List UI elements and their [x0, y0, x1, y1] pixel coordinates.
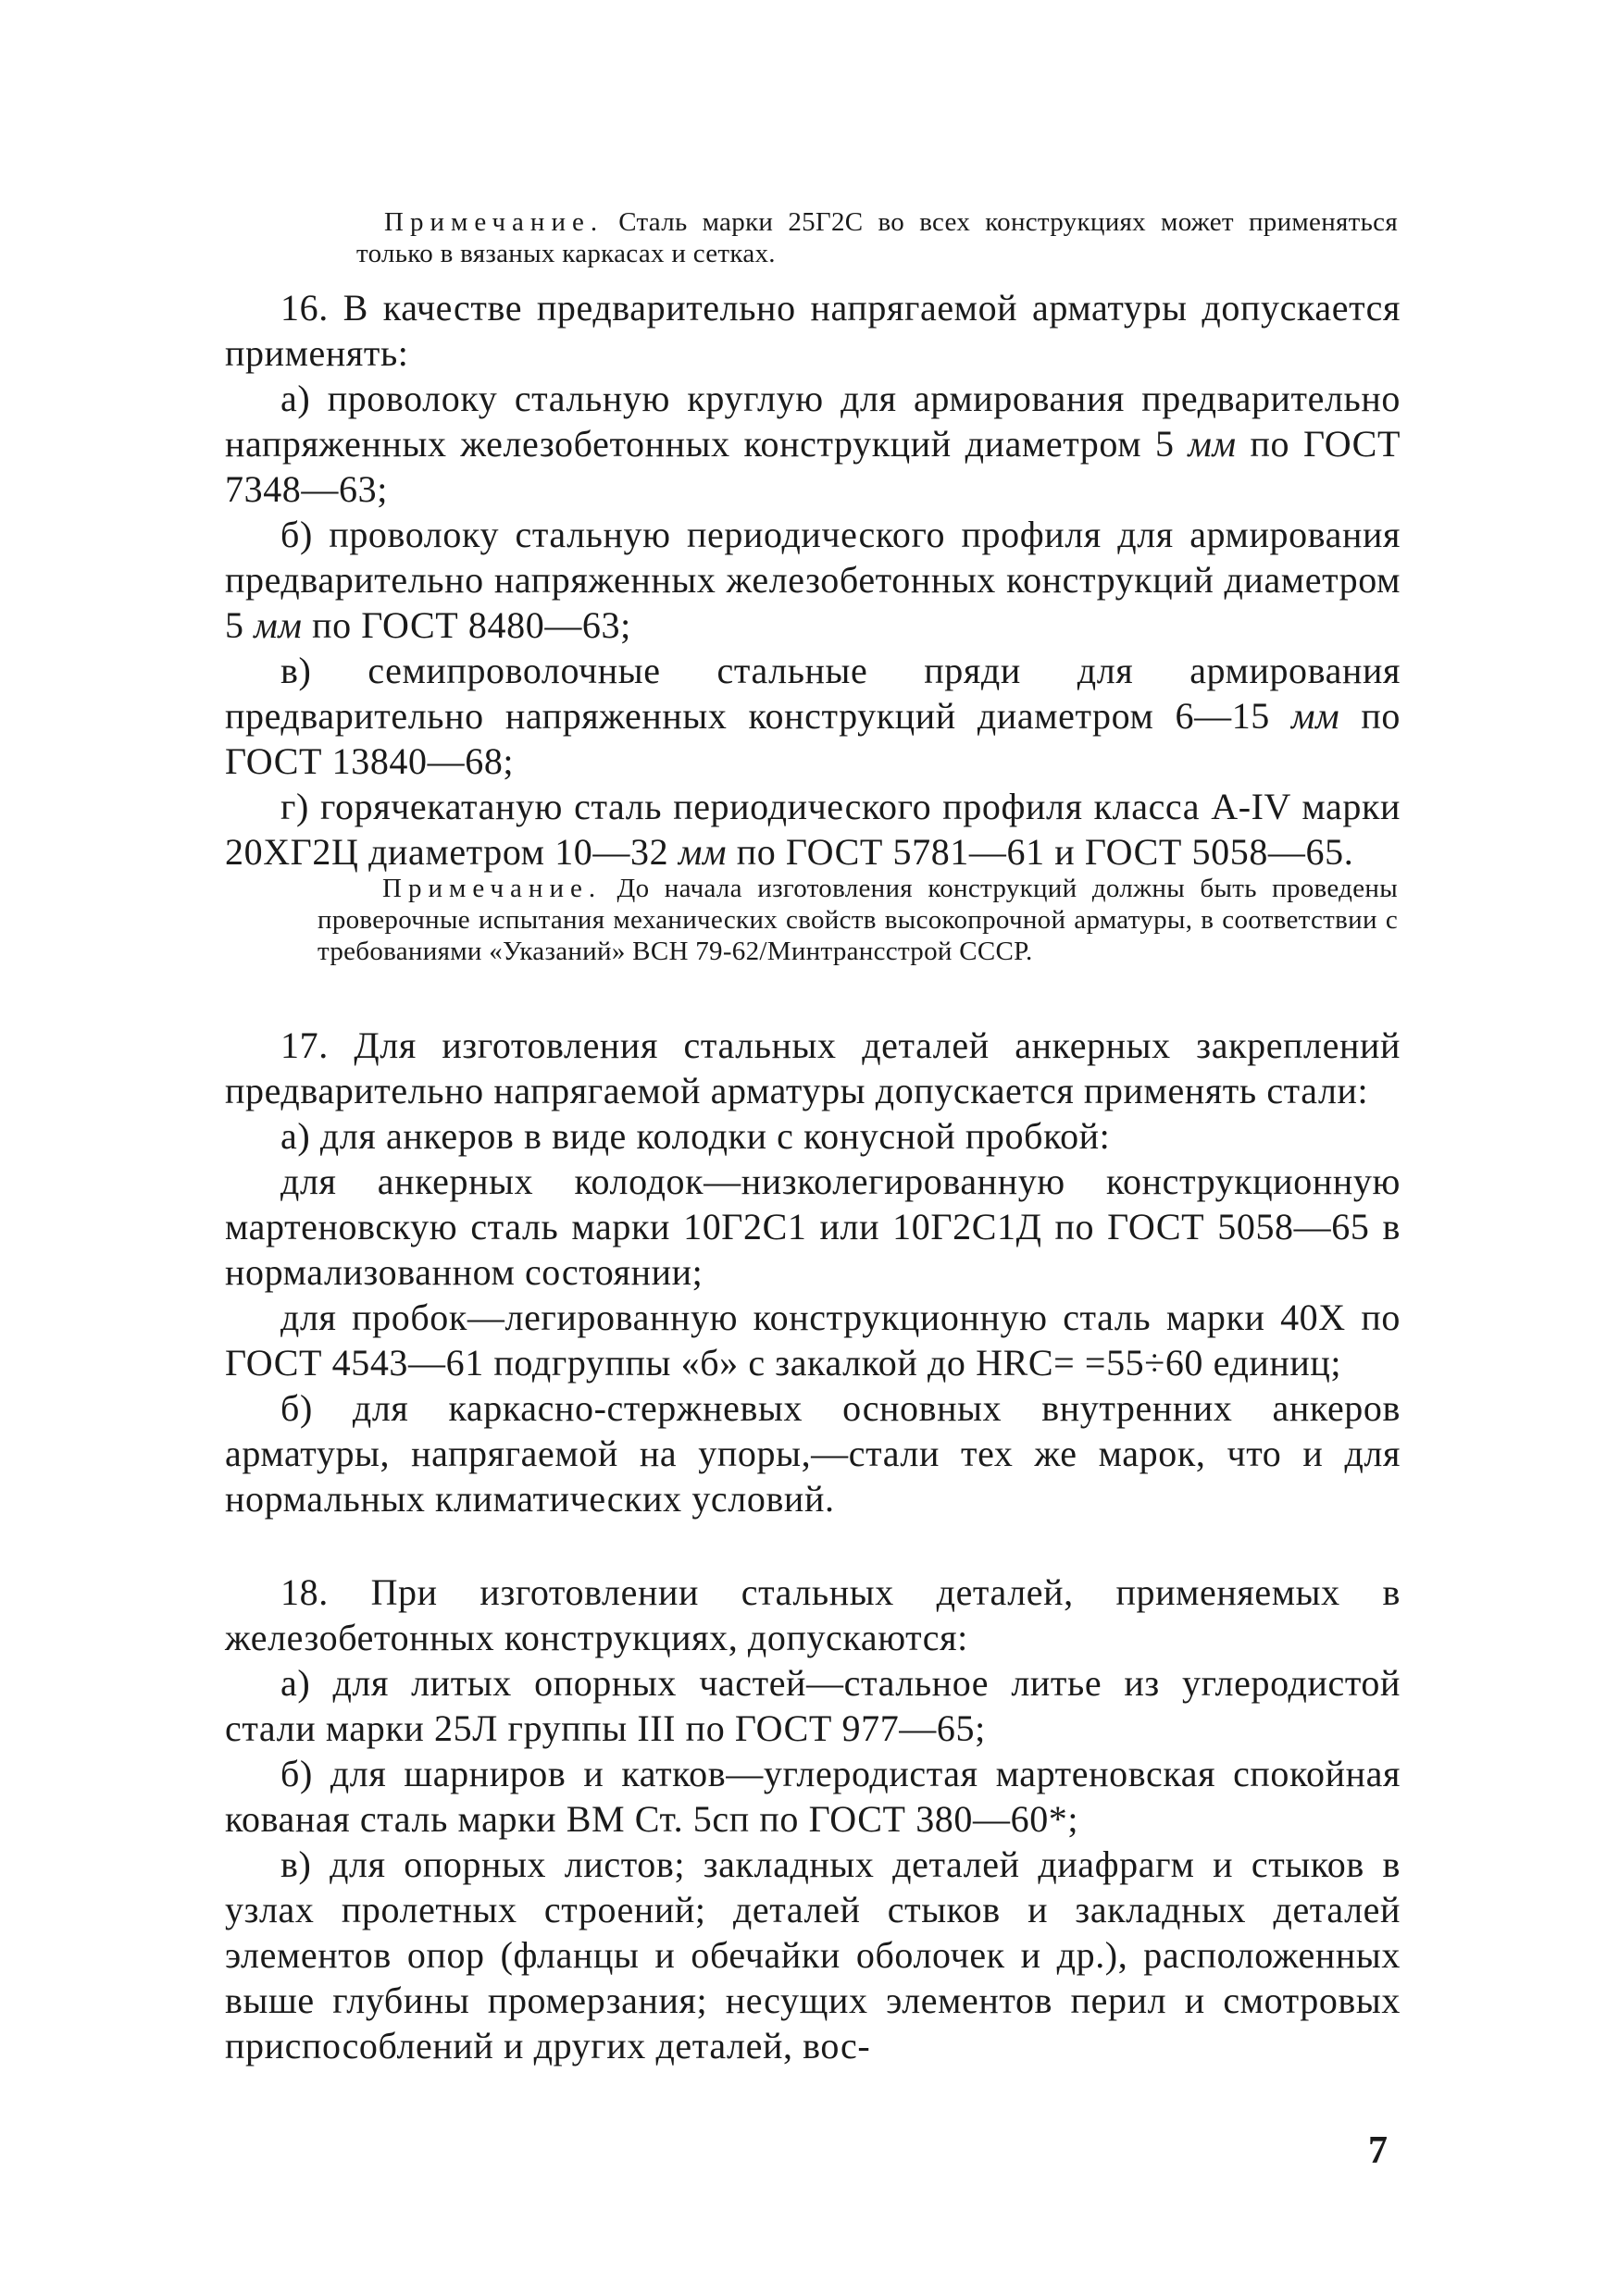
section-17-intro: 17. Для изготовления стальных деталей анкерных закреплений предварительно напрягаемой арматуры допускается применять стали: — [225, 1024, 1401, 1111]
section-16-item-v — [225, 648, 1401, 784]
item-a-standard: по ГОСТ 7348—63; — [225, 423, 1401, 510]
section-16 — [225, 285, 1401, 875]
item-a-unit: мм — [1188, 423, 1237, 465]
section-16-item-a — [225, 376, 1401, 512]
note-2 — [318, 873, 1398, 967]
note-1-label: Примечание. — [384, 207, 604, 237]
section-16-item-b — [225, 512, 1401, 648]
section-18-item-b: б) для шарниров и катков—углеродистая мартеновская спокойная кованая сталь марки ВМ Ст. 5сп по ГОСТ 380—60*; — [225, 1753, 1401, 1840]
note-2-label: Примечание. — [382, 874, 603, 903]
section-18 — [225, 1570, 1401, 2068]
note-1-paragraph — [356, 206, 1398, 269]
page-number: 7 — [1368, 2129, 1388, 2172]
section-17-item-a-colodki: для анкерных колодок—низколегированную конструкционную мартеновскую сталь марки 10Г2С1 или 10Г2С1Д по ГОСТ 5058—65 в нормализованном состоянии; — [225, 1160, 1401, 1293]
note-2-paragraph — [318, 873, 1398, 967]
item-g-unit: мм — [678, 831, 728, 873]
item-b-text: б) проволоку стальную периодического профиля для армирования предварительно напряженных железобетонных конструкций диаметром 5 — [225, 514, 1401, 646]
section-18-intro: 18. При изготовлении стальных деталей, применяемых в железобетонных конструкциях, допускаются: — [225, 1571, 1401, 1658]
note-1 — [356, 206, 1398, 269]
item-b-unit: мм — [254, 604, 303, 646]
item-v-unit: мм — [1291, 695, 1340, 737]
section-17-item-a-probki: для пробок—легированную конструкционную сталь марки 40Х по ГОСТ 4543—61 подгруппы «б» с закалкой до HRC= =55÷60 единиц; — [225, 1297, 1401, 1384]
section-17-item-b: б) для каркасно-стержневых основных внутренних анкеров арматуры, напрягаемой на упоры,—стали тех же марок, что и для нормальных климатических условий. — [225, 1387, 1401, 1520]
item-v-text: в) семипроволочные стальные пряди для армирования предварительно напряженных конструкций диаметром 6—15 — [225, 650, 1401, 737]
section-17 — [225, 1023, 1401, 1521]
item-b-standard: по ГОСТ 8480—63; — [312, 604, 631, 646]
section-16-intro: 16. В качестве предварительно напрягаемой арматуры допускается применять: — [225, 287, 1401, 374]
note-1-text: Сталь марки 25Г2С во всех конструкциях может применяться только в вязаных каркасах и сетках. — [356, 207, 1398, 268]
item-g-text: г) горячекатаную сталь периодического профиля класса A-IV марки 20ХГ2Ц диаметром 10—32 — [225, 786, 1401, 873]
section-18-item-a: а) для литых опорных частей—стальное литье из углеродистой стали марки 25Л группы III по ГОСТ 977—65; — [225, 1662, 1401, 1749]
item-v-standard: по ГОСТ 13840—68; — [225, 695, 1401, 782]
note-2-text: До начала изготовления конструкций должны быть проведены проверочные испытания механических свойств высокопрочной арматуры, в соответствии с требованиями «Указаний» ВСН 79-62/Минтрансстрой СССР. — [318, 874, 1398, 966]
item-a-text: а) проволоку стальную круглую для армирования предварительно напряженных железобетонных конструкций диаметром 5 — [225, 378, 1401, 465]
section-18-item-v: в) для опорных листов; закладных деталей диафрагм и стыков в узлах пролетных строений; деталей стыков и закладных деталей элементов опор (фланцы и обечайки оболочек и др.), расположенных выше глубины промерзания; несущих элементов перил и смотровых приспособлений и других деталей, вос- — [225, 1843, 1401, 2066]
item-g-standard: по ГОСТ 5781—61 и ГОСТ 5058—65. — [736, 831, 1354, 873]
section-16-item-g — [225, 784, 1401, 875]
section-17-item-a: а) для анкеров в виде колодки с конусной пробкой: — [280, 1115, 1111, 1157]
